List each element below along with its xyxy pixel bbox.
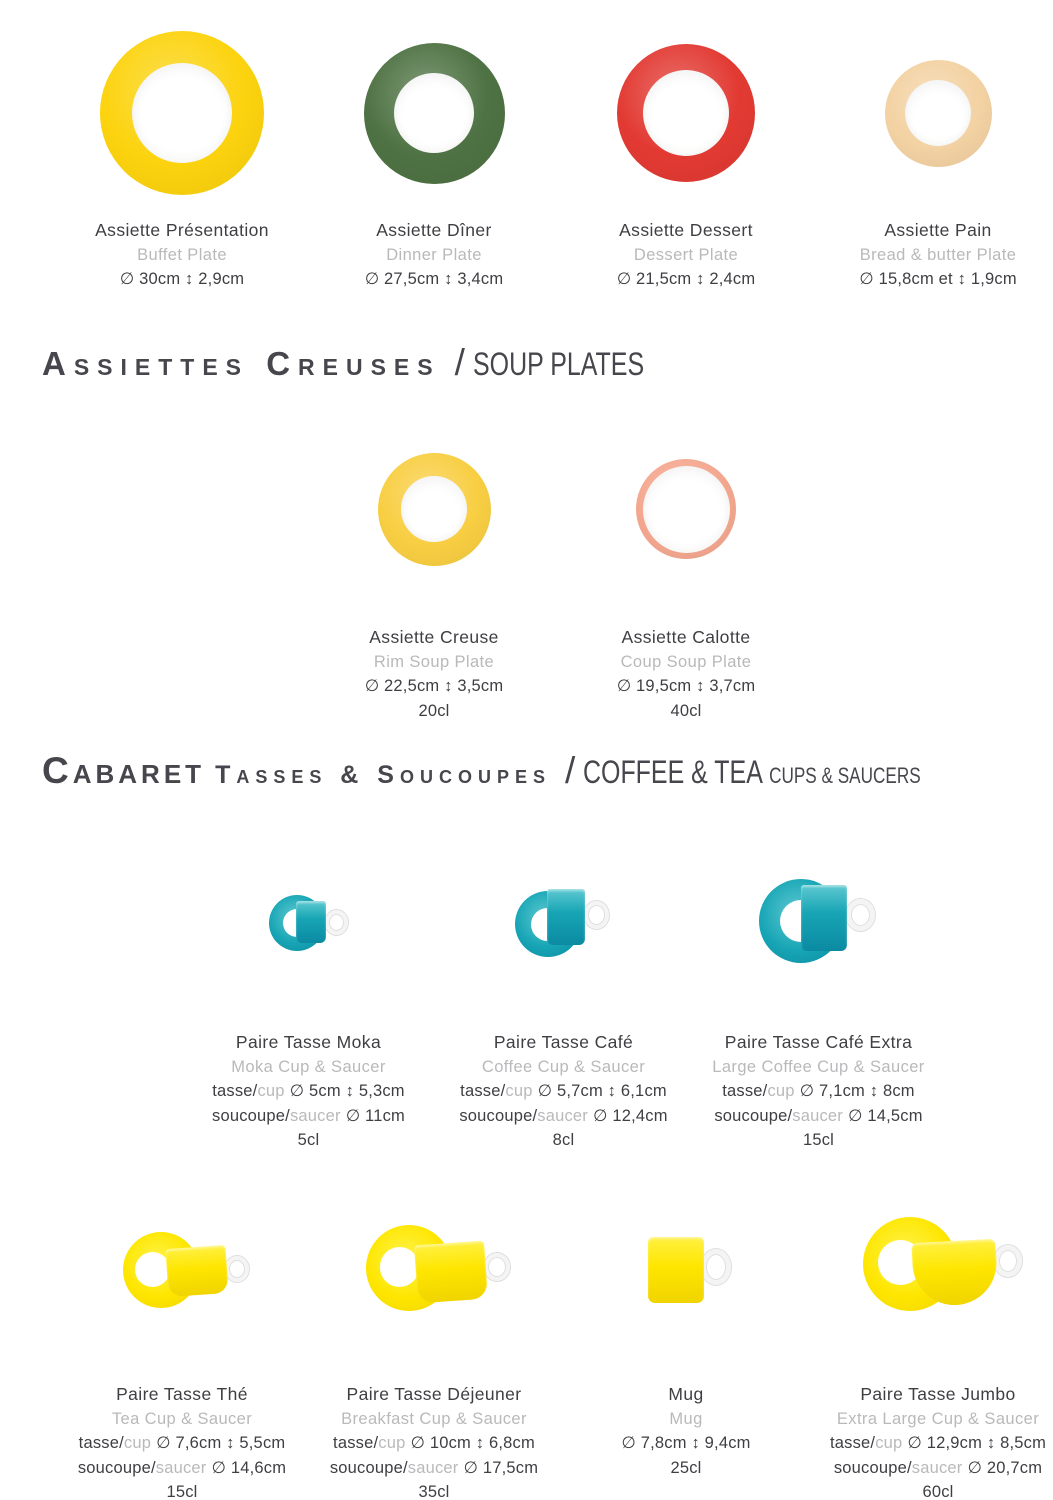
rim-soup-plate-image [378, 453, 491, 566]
product-capacity: 60cl [922, 1483, 954, 1500]
coffee-cup-saucer-image [515, 883, 613, 963]
product-name-en: Large Coffee Cup & Saucer [712, 1057, 925, 1076]
saucer-dimensions: soucoupe/saucer ∅ 14,6cm [77, 1458, 287, 1477]
product-image-area [560, 20, 812, 206]
product-image-area [308, 1212, 560, 1330]
product-name-en: Buffet Plate [137, 245, 227, 264]
product-capacity: 15cl [802, 1131, 835, 1149]
cup-dimensions: tasse/cup ∅ 12,9cm ↕ 8,5cm [829, 1434, 1047, 1452]
buffet-plate-image [100, 31, 264, 195]
product-name-en: Dessert Plate [633, 245, 739, 264]
product-image-area [560, 448, 812, 570]
section-subtitle-en: CUPS & SAUCERS [769, 763, 921, 788]
product-dimensions: ∅ 7,8cm ↕ 9,4cm [621, 1434, 751, 1452]
product-card-rim-soup-plate [308, 448, 560, 723]
section-title-fr: Tasses & Soucoupes [215, 761, 551, 789]
product-name-en: Moka Cup & Saucer [231, 1057, 386, 1076]
product-name-fr: Paire Tasse Déjeuner [346, 1384, 522, 1404]
mug-image [644, 1235, 728, 1307]
dessert-plate-image [617, 44, 755, 182]
cup-shape [296, 901, 326, 943]
cup-handle-shape [484, 1253, 510, 1281]
cup-handle-shape [701, 1249, 731, 1285]
section-title-fr: Assiettes Creuses [42, 345, 441, 382]
cup-dimensions: tasse/cup ∅ 7,6cm ↕ 5,5cm [78, 1434, 286, 1452]
product-name-en: Mug [669, 1409, 703, 1428]
product-dimensions: ∅ 27,5cm ↕ 3,4cm [364, 270, 504, 288]
product-card-coup-soup-plate [560, 448, 812, 723]
product-name-fr: Paire Tasse Café [493, 1032, 634, 1052]
saucer-dimensions: soucoupe/saucer ∅ 12,4cm [459, 1106, 668, 1125]
section-title-en: SOUP PLATES [472, 346, 644, 382]
product-card-jumbo-cup [812, 1212, 1053, 1500]
section-header-cups-saucers [42, 750, 1016, 792]
section-title-separator: / [565, 750, 576, 791]
product-capacity: 35cl [418, 1483, 450, 1500]
product-card-large-coffee-cup [691, 862, 946, 1153]
product-dimensions: ∅ 22,5cm ↕ 3,5cm [364, 677, 504, 695]
product-name-en: Rim Soup Plate [373, 652, 495, 671]
cup-handle-shape [225, 1256, 249, 1282]
product-image-area [691, 862, 946, 984]
coffee-cups-row [181, 862, 946, 1153]
section-header-soup-plates [42, 342, 692, 384]
saucer-dimensions: soucoupe/saucer ∅ 17,5cm [329, 1458, 539, 1477]
cup-shape [801, 885, 847, 951]
bread-plate-image [885, 60, 992, 167]
cup-dimensions: tasse/cup ∅ 5,7cm ↕ 6,1cm [460, 1082, 667, 1100]
tea-cup-saucer-image [117, 1230, 247, 1312]
product-image-area [56, 20, 308, 206]
dinner-plate-image [364, 43, 505, 184]
jumbo-cup-saucer-image [861, 1217, 1016, 1325]
product-capacity: 40cl [670, 701, 702, 720]
product-name-en: Bread & butter Plate [859, 245, 1017, 264]
cup-handle-shape [994, 1245, 1022, 1277]
product-name-fr: Paire Tasse Café Extra [724, 1032, 913, 1052]
cup-shape [165, 1245, 228, 1297]
product-dimensions: ∅ 30cm ↕ 2,9cm [119, 270, 245, 288]
product-name-fr: Assiette Dessert [619, 220, 753, 240]
product-card-buffet-plate [56, 20, 308, 292]
product-capacity: 20cl [418, 701, 450, 720]
cup-handle-shape [584, 901, 609, 929]
product-image-area [181, 862, 436, 984]
product-name-fr: Assiette Calotte [621, 627, 751, 647]
collection-name: Cabaret [42, 750, 206, 791]
product-name-fr: Paire Tasse Thé [116, 1384, 248, 1404]
cup-dimensions: tasse/cup ∅ 10cm ↕ 6,8cm [333, 1434, 535, 1452]
tea-cups-row [56, 1212, 1053, 1500]
section-title-separator: / [454, 342, 465, 383]
product-image-area [308, 448, 560, 570]
product-card-dinner-plate [308, 20, 560, 292]
cup-handle-shape [325, 910, 348, 935]
large-coffee-cup-saucer-image [759, 875, 879, 972]
product-card-coffee-cup [436, 862, 691, 1153]
coup-soup-plate-image [636, 459, 736, 559]
cup-handle-shape [846, 899, 875, 931]
product-name-fr: Paire Tasse Moka [235, 1032, 382, 1052]
product-image-area [560, 1212, 812, 1330]
product-name-en: Coffee Cup & Saucer [481, 1057, 646, 1076]
product-capacity: 8cl [552, 1131, 575, 1149]
product-capacity: 15cl [166, 1483, 198, 1500]
cup-dimensions: tasse/cup ∅ 5cm ↕ 5,3cm [212, 1082, 405, 1100]
product-capacity: 5cl [297, 1131, 320, 1149]
product-name-en: Coup Soup Plate [620, 652, 752, 671]
product-name-fr: Assiette Pain [884, 220, 992, 240]
section-title-en: COFFEE & TEA [583, 754, 764, 790]
product-name-en: Tea Cup & Saucer [111, 1409, 253, 1428]
product-card-mug [560, 1212, 812, 1500]
product-card-tea-cup [56, 1212, 308, 1500]
product-card-breakfast-cup [308, 1212, 560, 1500]
product-card-moka-cup [181, 862, 436, 1153]
product-dimensions: ∅ 15,8cm et ↕ 1,9cm [859, 270, 1017, 288]
flat-plates-row [56, 20, 1053, 292]
product-image-area [436, 862, 691, 984]
cup-shape [414, 1241, 488, 1304]
saucer-dimensions: soucoupe/saucer ∅ 11cm [212, 1106, 405, 1125]
product-name-fr: Mug [668, 1384, 704, 1404]
product-name-en: Extra Large Cup & Saucer [836, 1409, 1040, 1428]
product-image-area [812, 20, 1053, 206]
product-name-fr: Assiette Creuse [369, 627, 499, 647]
cup-dimensions: tasse/cup ∅ 7,1cm ↕ 8cm [722, 1082, 915, 1100]
product-card-dessert-plate [560, 20, 812, 292]
product-name-fr: Paire Tasse Jumbo [860, 1384, 1016, 1404]
product-dimensions: ∅ 21,5cm ↕ 2,4cm [616, 270, 756, 288]
product-name-en: Dinner Plate [386, 245, 482, 264]
product-card-bread-plate [812, 20, 1053, 292]
saucer-dimensions: soucoupe/saucer ∅ 20,7cm [833, 1458, 1043, 1477]
product-image-area [308, 20, 560, 206]
product-image-area [812, 1212, 1053, 1330]
product-capacity: 25cl [670, 1458, 702, 1477]
breakfast-cup-saucer-image [360, 1225, 508, 1317]
product-dimensions: ∅ 19,5cm ↕ 3,7cm [616, 677, 756, 695]
cup-shape [648, 1237, 704, 1303]
moka-cup-saucer-image [269, 891, 349, 955]
product-name-fr: Assiette Dîner [376, 220, 492, 240]
product-name-en: Breakfast Cup & Saucer [341, 1409, 527, 1428]
saucer-dimensions: soucoupe/saucer ∅ 14,5cm [714, 1106, 923, 1125]
cup-shape [547, 889, 585, 945]
soup-plates-row [56, 448, 1053, 723]
product-name-fr: Assiette Présentation [95, 220, 269, 240]
product-image-area [56, 1212, 308, 1330]
